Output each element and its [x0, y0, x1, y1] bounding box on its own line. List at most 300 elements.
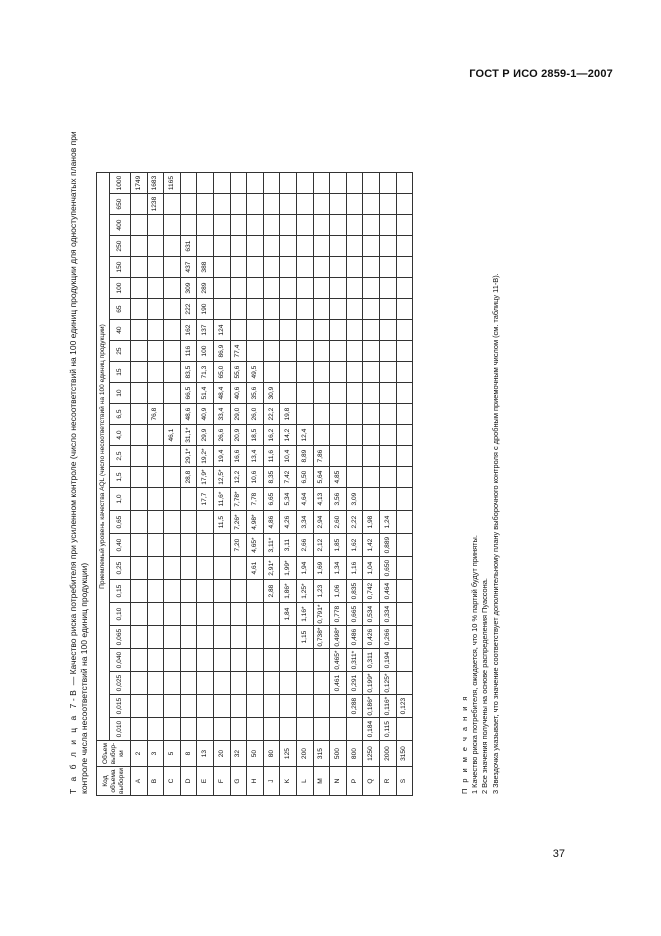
quality-value-cell [131, 626, 148, 649]
quality-value-cell [280, 194, 297, 215]
quality-value-cell [363, 425, 380, 446]
quality-value-cell [164, 383, 181, 404]
quality-value-cell [180, 695, 197, 718]
note-2: 2 Все значения получены на основе распределения Пуассона. [480, 578, 490, 794]
quality-value-cell: 0,115 [379, 718, 396, 741]
quality-value-cell: 22,2 [263, 404, 280, 425]
quality-value-cell: 4,26 [280, 511, 297, 534]
quality-value-cell: 2,88 [263, 580, 280, 603]
quality-value-cell: 1,69 [313, 557, 330, 580]
quality-value-cell [164, 341, 181, 362]
quality-value-cell [147, 299, 164, 320]
quality-value-cell [296, 718, 313, 741]
notes [460, 104, 501, 794]
quality-value-cell [213, 718, 230, 741]
quality-value-cell [247, 672, 264, 695]
aql-level-header: 0,25 [110, 557, 131, 580]
quality-value-cell [230, 580, 247, 603]
quality-value-cell: 1,25* [296, 580, 313, 603]
quality-value-cell: 124 [213, 320, 230, 341]
quality-value-cell [164, 603, 181, 626]
quality-value-cell [164, 215, 181, 236]
sample-size-cell: 13 [197, 741, 214, 767]
sample-size-cell: 8 [180, 741, 197, 767]
quality-value-cell: 16,6 [230, 446, 247, 467]
quality-value-cell: 222 [180, 299, 197, 320]
quality-value-cell [263, 278, 280, 299]
quality-value-cell [164, 362, 181, 383]
quality-value-cell [396, 278, 413, 299]
quality-value-cell [164, 672, 181, 695]
table-row [213, 173, 230, 796]
quality-value-cell: 49,5 [247, 362, 264, 383]
quality-value-cell [131, 467, 148, 488]
quality-value-cell [363, 488, 380, 511]
quality-value-cell [280, 173, 297, 194]
quality-value-cell [213, 278, 230, 299]
quality-value-cell [213, 257, 230, 278]
quality-value-cell [363, 404, 380, 425]
quality-value-cell [396, 383, 413, 404]
quality-value-cell [379, 383, 396, 404]
quality-value-cell [263, 603, 280, 626]
quality-value-cell [164, 534, 181, 557]
quality-value-cell: 10,4 [280, 446, 297, 467]
quality-value-cell [280, 341, 297, 362]
quality-value-cell [296, 299, 313, 320]
quality-value-cell [396, 603, 413, 626]
quality-value-cell [346, 425, 363, 446]
quality-value-cell: 48,6 [180, 404, 197, 425]
quality-value-cell [147, 383, 164, 404]
quality-value-cell [330, 278, 347, 299]
quality-value-cell: 7,86 [313, 446, 330, 467]
quality-value-cell: 1,62 [346, 534, 363, 557]
header-row [97, 173, 110, 796]
quality-value-cell [363, 257, 380, 278]
quality-value-cell [296, 404, 313, 425]
quality-value-cell: 116 [180, 341, 197, 362]
sample-size-cell: 125 [280, 741, 297, 767]
quality-value-cell: 5,34 [280, 488, 297, 511]
quality-value-cell [313, 278, 330, 299]
quality-value-cell: 1,86* [280, 580, 297, 603]
quality-value-cell [363, 467, 380, 488]
quality-value-cell [330, 446, 347, 467]
quality-value-cell [363, 362, 380, 383]
aql-level-header: 65 [110, 299, 131, 320]
quality-value-cell [379, 194, 396, 215]
quality-value-cell: 20,9 [230, 425, 247, 446]
quality-value-cell [180, 215, 197, 236]
quality-value-cell [330, 236, 347, 257]
quality-value-cell: 83,5 [180, 362, 197, 383]
quality-value-cell [230, 603, 247, 626]
quality-value-cell [396, 341, 413, 362]
quality-value-cell [197, 580, 214, 603]
sample-size-cell: 2 [131, 741, 148, 767]
quality-value-cell [280, 299, 297, 320]
quality-value-cell [363, 299, 380, 320]
quality-value-cell [396, 425, 413, 446]
quality-value-cell [197, 718, 214, 741]
quality-value-cell [197, 626, 214, 649]
quality-value-cell: 0,665 [346, 603, 363, 626]
aql-level-header: 10 [110, 383, 131, 404]
quality-value-cell [296, 173, 313, 194]
quality-value-cell: 29,1* [180, 446, 197, 467]
quality-value-cell [296, 341, 313, 362]
quality-value-cell: 7,20 [230, 534, 247, 557]
quality-value-cell: 0,266 [379, 626, 396, 649]
rotated-table-area [60, 100, 661, 794]
quality-value-cell [131, 236, 148, 257]
quality-value-cell [131, 580, 148, 603]
quality-value-cell [147, 557, 164, 580]
quality-value-cell: 100 [197, 341, 214, 362]
quality-value-cell [280, 278, 297, 299]
quality-value-cell: 19,8 [280, 404, 297, 425]
aql-level-header: 0,025 [110, 672, 131, 695]
quality-value-cell [131, 425, 148, 446]
quality-value-cell [131, 557, 148, 580]
quality-value-cell [131, 383, 148, 404]
quality-value-cell [313, 649, 330, 672]
quality-value-cell [131, 404, 148, 425]
quality-value-cell: 2,22 [346, 511, 363, 534]
quality-value-cell [346, 362, 363, 383]
table-row [396, 173, 413, 796]
caption-lead: Т а б л и ц а 7-В [68, 687, 78, 794]
quality-value-cell [263, 626, 280, 649]
quality-value-cell [164, 488, 181, 511]
quality-value-cell [280, 626, 297, 649]
quality-value-cell [313, 173, 330, 194]
quality-value-cell [330, 194, 347, 215]
quality-value-cell: 0,199* [363, 672, 380, 695]
quality-value-cell: 77,4 [230, 341, 247, 362]
quality-value-cell [313, 425, 330, 446]
quality-value-cell [147, 603, 164, 626]
quality-value-cell: 0,291 [346, 672, 363, 695]
quality-value-cell [213, 299, 230, 320]
quality-value-cell [330, 404, 347, 425]
quality-value-cell: 0,778 [330, 603, 347, 626]
quality-value-cell [197, 534, 214, 557]
quality-value-cell [263, 173, 280, 194]
quality-value-cell [131, 534, 148, 557]
page-number: 37 [552, 848, 565, 860]
quality-value-cell: 3,11* [263, 534, 280, 557]
quality-value-cell: 19,4 [213, 446, 230, 467]
sample-size-cell: 800 [346, 741, 363, 767]
quality-value-cell: 7,42 [280, 467, 297, 488]
quality-value-cell [230, 320, 247, 341]
aql-level-header: 150 [110, 257, 131, 278]
quality-value-cell [180, 672, 197, 695]
quality-value-cell [247, 603, 264, 626]
quality-value-cell: 0,534 [363, 603, 380, 626]
quality-value-cell [230, 194, 247, 215]
quality-value-cell: 0,184 [363, 718, 380, 741]
quality-value-cell [396, 320, 413, 341]
quality-value-cell: 17,9* [197, 467, 214, 488]
quality-value-cell [164, 557, 181, 580]
quality-value-cell: 29,9 [197, 425, 214, 446]
quality-value-cell [131, 672, 148, 695]
quality-value-cell: 55,6 [230, 362, 247, 383]
quality-value-cell: 12,4 [296, 425, 313, 446]
quality-value-cell [230, 257, 247, 278]
quality-value-cell: 309 [180, 278, 197, 299]
quality-value-cell [147, 511, 164, 534]
sample-code-cell: H [247, 767, 264, 796]
quality-value-cell: 1,16* [296, 603, 313, 626]
quality-value-cell [346, 278, 363, 299]
quality-value-cell: 48,4 [213, 383, 230, 404]
quality-value-cell: 17,7 [197, 488, 214, 511]
quality-value-cell [263, 194, 280, 215]
quality-value-cell [147, 488, 164, 511]
quality-value-cell: 29,0 [230, 404, 247, 425]
quality-value-cell: 2,12 [313, 534, 330, 557]
quality-value-cell [180, 580, 197, 603]
quality-value-cell [230, 649, 247, 672]
quality-value-cell [147, 425, 164, 446]
quality-value-cell: 10,6 [247, 467, 264, 488]
quality-value-cell [313, 672, 330, 695]
sample-code-cell: E [197, 767, 214, 796]
quality-value-cell [396, 511, 413, 534]
quality-value-cell: 1,16 [346, 557, 363, 580]
quality-value-cell [330, 718, 347, 741]
quality-value-cell: 1238 [147, 194, 164, 215]
quality-value-cell [197, 557, 214, 580]
quality-value-cell: 13,4 [247, 446, 264, 467]
quality-value-cell [313, 320, 330, 341]
quality-value-cell [396, 404, 413, 425]
quality-value-cell: 3,11 [280, 534, 297, 557]
sample-code-cell: M [313, 767, 330, 796]
quality-value-cell: 4,13 [313, 488, 330, 511]
quality-value-cell: 0,311 [363, 649, 380, 672]
quality-value-cell: 51,4 [197, 383, 214, 404]
quality-value-cell [147, 341, 164, 362]
quality-value-cell [330, 299, 347, 320]
quality-value-cell [379, 404, 396, 425]
quality-value-cell: 1165 [164, 173, 181, 194]
quality-value-cell: 2,66 [296, 534, 313, 557]
quality-value-cell: 0,186* [363, 695, 380, 718]
quality-value-cell: 0,311* [346, 649, 363, 672]
sample-size-cell: 500 [330, 741, 347, 767]
quality-value-cell: 18,5 [247, 425, 264, 446]
quality-value-cell [296, 194, 313, 215]
quality-value-cell: 26,0 [247, 404, 264, 425]
quality-value-cell [346, 194, 363, 215]
quality-value-cell: 71,3 [197, 362, 214, 383]
aql-level-header: 1,0 [110, 488, 131, 511]
quality-value-cell: 1,23 [313, 580, 330, 603]
aql-span-header: Приемлемый уровень качества AQL (число несоответствий на 100 единиц продукции) [97, 173, 110, 741]
quality-value-cell [164, 626, 181, 649]
quality-value-cell [363, 278, 380, 299]
quality-value-cell [197, 695, 214, 718]
table-row [180, 173, 197, 796]
quality-value-cell: 7,26* [230, 511, 247, 534]
sample-code-cell: B [147, 767, 164, 796]
quality-value-cell: 2,91* [263, 557, 280, 580]
quality-value-cell: 35,6 [247, 383, 264, 404]
quality-value-cell: 1,42 [363, 534, 380, 557]
quality-value-cell: 1,04 [363, 557, 380, 580]
quality-value-cell [230, 215, 247, 236]
quality-value-cell [164, 446, 181, 467]
quality-value-cell [131, 649, 148, 672]
quality-value-cell [396, 257, 413, 278]
quality-value-cell [396, 488, 413, 511]
table-row [280, 173, 297, 796]
quality-value-cell [180, 173, 197, 194]
quality-value-cell [396, 215, 413, 236]
quality-value-cell [164, 257, 181, 278]
quality-value-cell [263, 257, 280, 278]
quality-value-cell [263, 299, 280, 320]
quality-value-cell: 6,50 [296, 467, 313, 488]
quality-value-cell [263, 341, 280, 362]
table-row [147, 173, 164, 796]
quality-value-cell [197, 194, 214, 215]
document-code: ГОСТ Р ИСО 2859-1—2007 [469, 68, 613, 80]
sample-code-cell: R [379, 767, 396, 796]
quality-value-cell [396, 194, 413, 215]
quality-value-cell [379, 173, 396, 194]
aql-level-header: 100 [110, 278, 131, 299]
quality-value-cell: 1,34 [330, 557, 347, 580]
quality-value-cell: 0,738* [313, 626, 330, 649]
quality-value-cell [346, 215, 363, 236]
quality-value-cell [180, 718, 197, 741]
quality-value-cell: 0,650 [379, 557, 396, 580]
table-row [131, 173, 148, 796]
quality-value-cell: 0,426 [363, 626, 380, 649]
quality-value-cell: 28,8 [180, 467, 197, 488]
quality-value-cell [247, 580, 264, 603]
table-row [346, 173, 363, 796]
quality-value-cell [247, 718, 264, 741]
quality-value-cell [131, 511, 148, 534]
quality-value-cell [296, 215, 313, 236]
quality-value-cell: 30,9 [263, 383, 280, 404]
quality-value-cell [247, 626, 264, 649]
quality-value-cell [396, 446, 413, 467]
quality-value-cell [213, 534, 230, 557]
quality-value-cell: 14,2 [280, 425, 297, 446]
quality-value-cell [147, 695, 164, 718]
quality-value-cell [131, 194, 148, 215]
sample-code-cell: F [213, 767, 230, 796]
quality-value-cell: 0,835 [346, 580, 363, 603]
sample-code-cell: S [396, 767, 413, 796]
quality-value-cell [247, 278, 264, 299]
quality-value-cell [280, 695, 297, 718]
quality-value-cell [313, 383, 330, 404]
quality-value-cell [313, 299, 330, 320]
quality-value-cell [147, 362, 164, 383]
quality-value-cell [230, 626, 247, 649]
quality-value-cell [247, 215, 264, 236]
aql-level-header: 40 [110, 320, 131, 341]
quality-value-cell [280, 718, 297, 741]
quality-value-cell: 1,85 [330, 534, 347, 557]
aql-level-header: 0,15 [110, 580, 131, 603]
quality-value-cell [296, 383, 313, 404]
aql-level-header: 0,065 [110, 626, 131, 649]
quality-value-cell [197, 173, 214, 194]
quality-value-cell [263, 672, 280, 695]
quality-value-cell [147, 278, 164, 299]
quality-value-cell: 0,123 [396, 695, 413, 718]
quality-value-cell [230, 236, 247, 257]
quality-value-cell [363, 320, 380, 341]
sample-size-cell: 315 [313, 741, 330, 767]
quality-value-cell [213, 557, 230, 580]
aql-level-header: 0,040 [110, 649, 131, 672]
quality-value-cell [180, 626, 197, 649]
notes-heading: П р и м е ч а н и я [460, 694, 469, 794]
note-3: 3 Звездочка указывает, что значение соответствует дополнительному плану выборочного контроля с дробным приемочным числом (см. таблицу 11-В). [490, 273, 500, 794]
quality-value-cell: 65,0 [213, 362, 230, 383]
note-1: 1 Качество риска потребителя, ожидается, что 10 % партий будут приняты. [470, 535, 480, 794]
sample-code-cell: Q [363, 767, 380, 796]
quality-value-cell: 8,89 [296, 446, 313, 467]
aql-level-header: 1,5 [110, 467, 131, 488]
quality-value-cell [197, 672, 214, 695]
sample-code-cell: G [230, 767, 247, 796]
table-row [197, 173, 214, 796]
quality-value-cell [230, 718, 247, 741]
quality-value-cell [379, 467, 396, 488]
quality-value-cell [346, 467, 363, 488]
aql-level-header: 0,015 [110, 695, 131, 718]
quality-value-cell [230, 672, 247, 695]
aql-body [131, 173, 413, 796]
quality-value-cell [164, 404, 181, 425]
quality-value-cell: 289 [197, 278, 214, 299]
quality-value-cell [280, 320, 297, 341]
aql-level-header: 0,65 [110, 511, 131, 534]
quality-value-cell [330, 383, 347, 404]
aql-level-header: 0,10 [110, 603, 131, 626]
table-row [313, 173, 330, 796]
quality-value-cell: 19,2* [197, 446, 214, 467]
quality-value-cell: 0,334 [379, 603, 396, 626]
quality-value-cell [147, 626, 164, 649]
quality-value-cell [164, 695, 181, 718]
quality-value-cell: 4,85 [330, 467, 347, 488]
quality-value-cell: 1,98 [363, 511, 380, 534]
quality-value-cell [363, 341, 380, 362]
quality-value-cell: 1,06 [330, 580, 347, 603]
table-row [379, 173, 396, 796]
quality-value-cell: 1,94 [296, 557, 313, 580]
quality-value-cell [263, 215, 280, 236]
quality-value-cell [346, 173, 363, 194]
quality-value-cell [247, 341, 264, 362]
quality-value-cell: 46,1 [164, 425, 181, 446]
quality-value-cell [346, 446, 363, 467]
quality-value-cell: 0,116* [379, 695, 396, 718]
